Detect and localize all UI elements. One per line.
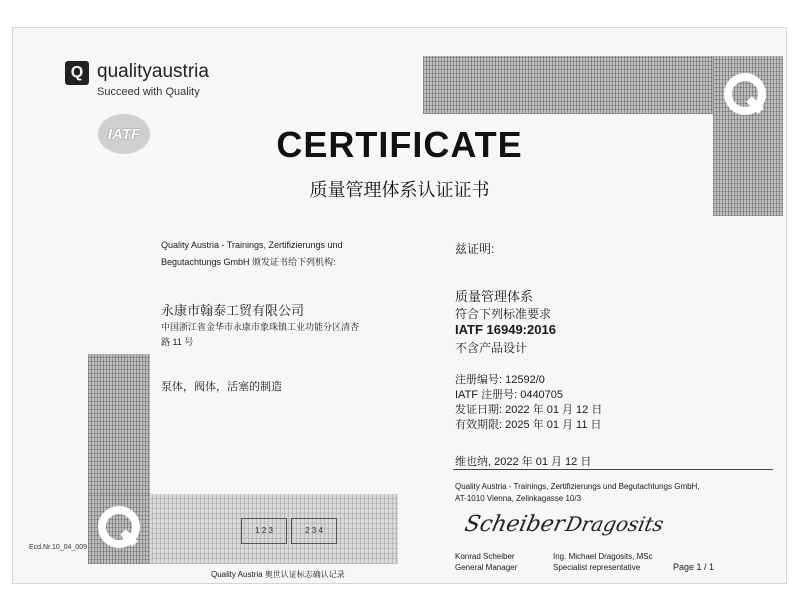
certificate-page bbox=[12, 27, 787, 584]
signatory-2 bbox=[553, 551, 653, 573]
q-logo-icon bbox=[95, 503, 143, 551]
reg-number-label: 注册编号: bbox=[455, 374, 503, 386]
brand-name: qualityaustria bbox=[97, 61, 209, 82]
q-logo-icon bbox=[721, 70, 769, 118]
organization-address-2: 路 11 号 bbox=[161, 337, 194, 347]
signatory-1-title: General Manager bbox=[455, 563, 518, 572]
signatory-2-name: Ing. Michael Dragosits, MSc bbox=[553, 552, 653, 561]
place-date: 维也纳, 2022 年 01 月 12 日 bbox=[455, 456, 592, 468]
corner-q-logo bbox=[721, 70, 769, 118]
signature-1: Scheiber bbox=[462, 512, 567, 537]
signature-2: Dragosits bbox=[563, 512, 666, 536]
issue-date-label: 发证日期: bbox=[455, 404, 503, 416]
stamp-box-2 bbox=[291, 518, 337, 544]
iatf-mark-text: IATF bbox=[107, 125, 141, 143]
conforms-text: 符合下列标准要求 bbox=[455, 307, 552, 321]
issuer-line-1: Quality Austria - Trainings, Zertifizierungs und bbox=[161, 240, 343, 250]
reg-number-row bbox=[455, 373, 602, 388]
certificate-title-cn: 质量管理体系认证证书 bbox=[309, 180, 490, 200]
issue-date-value: 2022 年 01 月 12 日 bbox=[505, 404, 603, 416]
organization-name: 永康市翰泰工贸有限公司 bbox=[161, 303, 305, 318]
bottom-q-logo bbox=[95, 503, 143, 551]
company-address-1: Quality Austria - Trainings, Zertifizierungs und Begutachtungs GmbH, bbox=[455, 482, 700, 491]
signatory-1-name: Konrad Scheiber bbox=[455, 552, 515, 561]
signatory-1 bbox=[455, 551, 517, 573]
company-address-2: AT-1010 Vienna, Zelinkagasse 10/3 bbox=[455, 494, 582, 503]
standard-text: IATF 16949:2016 bbox=[455, 322, 556, 337]
brand-logo-box bbox=[65, 61, 89, 85]
brand-logo-letter: Q bbox=[70, 64, 84, 81]
scope-text: 泵体，阀体，活塞的制造 bbox=[161, 380, 282, 393]
valid-date-value: 2025 年 01 月 11 日 bbox=[505, 419, 602, 431]
stamp-text-1: 1 2 3 bbox=[255, 526, 273, 535]
exclusion-text: 不含产品设计 bbox=[455, 341, 528, 355]
brand-tagline: Succeed with Quality bbox=[97, 86, 200, 98]
issue-date-row bbox=[455, 403, 602, 418]
iatf-number-label: IATF 注册号: bbox=[455, 389, 518, 401]
reg-number-value: 12592/0 bbox=[505, 374, 545, 386]
certificate-title: CERTIFICATE bbox=[276, 124, 523, 165]
valid-date-label: 有效期限: bbox=[455, 419, 503, 431]
iatf-number-row bbox=[455, 388, 602, 403]
iatf-number-value: 0440705 bbox=[520, 389, 564, 401]
valid-date-row bbox=[455, 418, 602, 433]
hereby-label: 兹证明: bbox=[455, 242, 495, 256]
place-date-underline bbox=[453, 469, 773, 470]
decor-band-left bbox=[88, 354, 150, 494]
stamp-box-1 bbox=[241, 518, 287, 544]
footer-note: Quality Austria 奥世认证标志确认记录 bbox=[211, 570, 345, 579]
management-system: 质量管理体系 bbox=[455, 289, 534, 304]
form-code: Ecd.Nr.10_04_009 bbox=[29, 544, 87, 551]
issuer-line-2: Begutachtungs GmbH 颁发证书给下列机构: bbox=[161, 257, 336, 267]
stamp-text-2: 2 3 4 bbox=[305, 526, 323, 535]
signatory-2-title: Specialist representative bbox=[553, 563, 641, 572]
registration-block bbox=[455, 373, 602, 433]
organization-address-1: 中国浙江省金华市永康市象珠镇工业功能分区清杏 bbox=[161, 322, 360, 332]
page-number: Page 1 / 1 bbox=[673, 562, 715, 572]
